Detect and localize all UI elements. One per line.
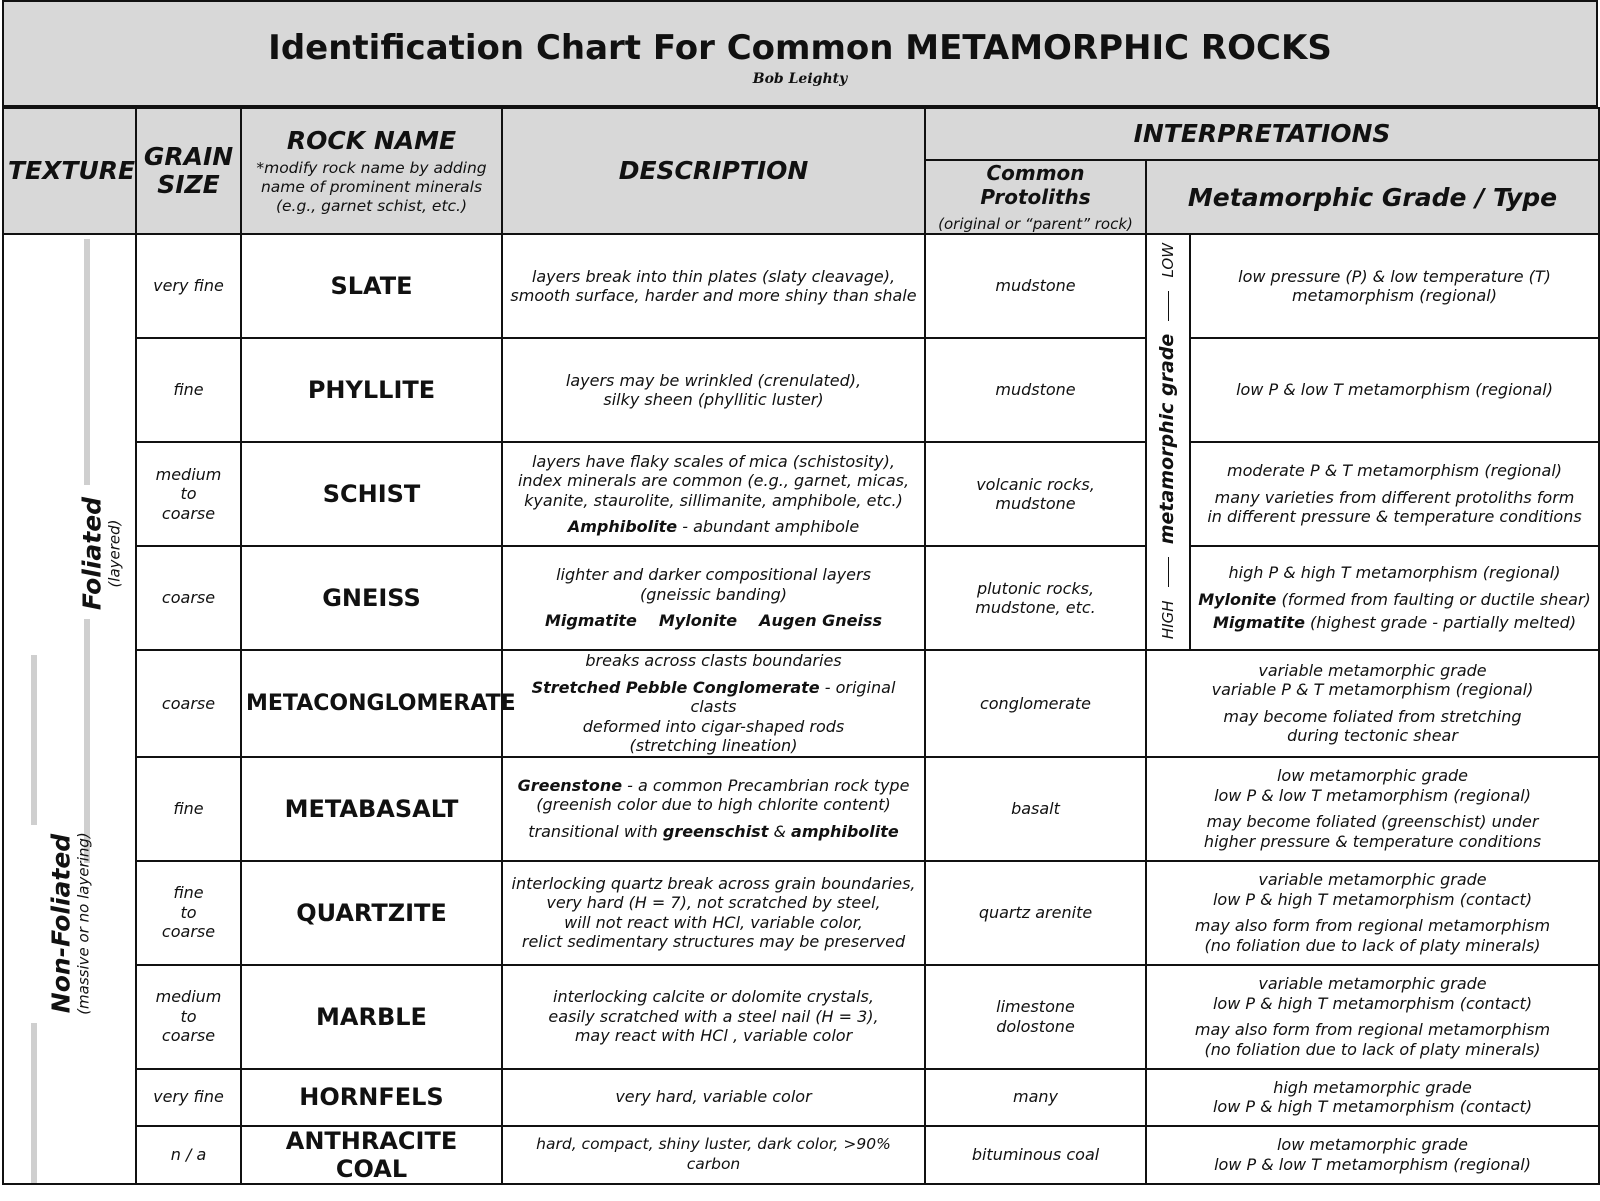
grade-line: may also form from regional metamorphism bbox=[1194, 1020, 1551, 1039]
description-line: deformed into cigar-shaped rods bbox=[582, 716, 845, 736]
header-description: DESCRIPTION bbox=[502, 108, 925, 234]
description-cell bbox=[502, 442, 925, 546]
rock-name-cell: SCHIST bbox=[241, 442, 502, 546]
protolith-cell: basalt bbox=[925, 757, 1146, 861]
description-line: interlocking calcite or dolomite crystals, bbox=[553, 987, 874, 1007]
grade-line: during tectonic shear bbox=[1287, 726, 1458, 746]
header-texture: TEXTURE bbox=[3, 108, 136, 234]
grade-line: (formed from faulting or ductile shear) bbox=[1276, 589, 1591, 609]
description-line: very hard (H = 7), not scratched by steel, bbox=[546, 893, 881, 912]
grain-line: to bbox=[180, 484, 197, 504]
grade-line: low metamorphic grade bbox=[1276, 766, 1469, 785]
header-grain-size bbox=[136, 108, 241, 234]
grade-line: low pressure (P) & low temperature (T) bbox=[1238, 266, 1551, 286]
table-row bbox=[3, 234, 1599, 338]
description-line: & bbox=[768, 821, 792, 841]
description-extra bbox=[507, 517, 920, 537]
author-byline: Bob Leighty bbox=[752, 71, 848, 87]
description-cell: hard, compact, shiny luster, dark color, >90% carbon bbox=[502, 1126, 925, 1184]
rock-name-cell: PHYLLITE bbox=[241, 338, 502, 442]
texture-foliated bbox=[79, 474, 124, 634]
table-row bbox=[3, 757, 1599, 861]
nonfoliated-bar-bottom bbox=[31, 1023, 37, 1183]
protolith-cell bbox=[925, 965, 1146, 1069]
rock-name-cell: HORNFELS bbox=[241, 1069, 502, 1126]
grade-paragraph bbox=[1195, 488, 1594, 527]
grade-type-cell bbox=[1146, 650, 1599, 757]
protolith-line: mudstone bbox=[995, 494, 1076, 513]
grade-line: (no foliation due to lack of platy minerals) bbox=[1204, 935, 1541, 955]
grade-paragraph bbox=[1151, 812, 1594, 851]
header-row-top bbox=[3, 108, 1599, 160]
description-line: silky sheen (phyllitic luster) bbox=[603, 390, 824, 409]
description-paragraph bbox=[507, 678, 920, 756]
grade-paragraph bbox=[1195, 613, 1594, 633]
grade-line: low metamorphic grade bbox=[1276, 1135, 1469, 1154]
grade-line: metamorphism (regional) bbox=[1292, 286, 1497, 305]
header-rock-name-note: *modify rock name by adding name of prominent minerals (e.g., garnet schist, etc.) bbox=[256, 158, 487, 215]
protolith-line: limestone bbox=[996, 997, 1075, 1016]
grain-size-cell: very fine bbox=[136, 1069, 241, 1126]
description-line: - a common Precambrian rock type bbox=[622, 775, 910, 795]
protolith-cell: mudstone bbox=[925, 234, 1146, 338]
grain-size-cell: very fine bbox=[136, 234, 241, 338]
header-protoliths-note: (original or “parent” rock) bbox=[938, 215, 1133, 233]
grain-line: to bbox=[180, 1006, 197, 1026]
grain-size-cell bbox=[136, 861, 241, 965]
grade-axis-dash bbox=[1168, 557, 1169, 587]
description-line: layers may be wrinkled (crenulated), bbox=[565, 370, 862, 390]
header-interpretations: INTERPRETATIONS bbox=[925, 108, 1599, 160]
protolith-cell: quartz arenite bbox=[925, 861, 1146, 965]
protolith-cell bbox=[925, 546, 1146, 650]
texture-column bbox=[3, 234, 136, 1184]
header-protoliths-label: Common Protoliths bbox=[980, 161, 1091, 209]
description-cell bbox=[502, 861, 925, 965]
variety-name: Augen Gneiss bbox=[759, 611, 883, 631]
grade-type-cell bbox=[1146, 965, 1599, 1069]
grain-line: coarse bbox=[161, 922, 216, 942]
table-row bbox=[3, 965, 1599, 1069]
rock-name-cell: GNEISS bbox=[241, 546, 502, 650]
grade-line: low P & high T metamorphism (contact) bbox=[1212, 993, 1533, 1013]
identification-table bbox=[2, 107, 1600, 1185]
protolith-line: mudstone, etc. bbox=[975, 598, 1096, 617]
header-rock-name bbox=[241, 108, 502, 234]
grain-line: coarse bbox=[161, 1026, 216, 1046]
grade-axis bbox=[1147, 235, 1189, 649]
protolith-cell: mudstone bbox=[925, 338, 1146, 442]
description-cell: very hard, variable color bbox=[502, 1069, 925, 1126]
grain-size-cell: coarse bbox=[136, 546, 241, 650]
description-line: easily scratched with a steel nail (H = 3), bbox=[548, 1006, 879, 1026]
grade-line: low P & high T metamorphism (contact) bbox=[1212, 1097, 1533, 1116]
rock-name-cell: METABASALT bbox=[241, 757, 502, 861]
grade-line: high metamorphic grade bbox=[1273, 1077, 1472, 1097]
grade-line: higher pressure & temperature conditions bbox=[1203, 831, 1542, 851]
grade-line: (no foliation due to lack of platy minerals) bbox=[1204, 1039, 1541, 1059]
header-grade-type: Metamorphic Grade / Type bbox=[1146, 160, 1599, 234]
variety-name: Mylonite bbox=[658, 611, 738, 631]
header-protoliths bbox=[925, 160, 1146, 234]
grade-type-cell bbox=[1190, 546, 1599, 650]
grade-axis-low: LOW bbox=[1159, 242, 1177, 278]
grade-type-cell bbox=[1146, 1069, 1599, 1126]
grain-size-cell: n / a bbox=[136, 1126, 241, 1184]
grade-paragraph bbox=[1151, 1020, 1594, 1059]
description-cell bbox=[502, 338, 925, 442]
description-line: (gneissic banding) bbox=[639, 584, 788, 604]
grain-line: to bbox=[180, 902, 197, 922]
grade-type-cell bbox=[1146, 1126, 1599, 1184]
grain-size-cell bbox=[136, 965, 241, 1069]
rock-name-cell: QUARTZITE bbox=[241, 861, 502, 965]
grain-size-cell: coarse bbox=[136, 650, 241, 757]
grade-line: moderate P & T metamorphism (regional) bbox=[1227, 461, 1563, 481]
foliated-bar-top bbox=[84, 239, 90, 485]
description-line: layers break into thin plates (slaty cleavage), bbox=[531, 266, 896, 286]
grade-type-cell: low P & low T metamorphism (regional) bbox=[1190, 338, 1599, 442]
grade-paragraph bbox=[1151, 916, 1594, 955]
description-line: will not react with HCl, variable color, bbox=[564, 912, 863, 932]
variety-name: Greenstone bbox=[517, 775, 623, 795]
page-title: Identification Chart For Common METAMORPHIC ROCKS bbox=[268, 28, 1332, 68]
rock-name-cell: MARBLE bbox=[241, 965, 502, 1069]
grain-size-cell: fine bbox=[136, 757, 241, 861]
grade-line: (highest grade - partially melted) bbox=[1304, 613, 1577, 633]
grain-line: fine bbox=[173, 883, 204, 903]
grain-size-cell bbox=[136, 442, 241, 546]
rock-name-cell: METACONGLOMERATE bbox=[241, 650, 502, 757]
table-row bbox=[3, 861, 1599, 965]
grade-axis-high: HIGH bbox=[1159, 600, 1177, 640]
protolith-cell bbox=[925, 442, 1146, 546]
grade-line: may also form from regional metamorphism bbox=[1194, 916, 1551, 935]
grade-type-cell bbox=[1146, 757, 1599, 861]
grade-axis-label bbox=[1156, 241, 1178, 641]
description-line: interlocking quartz break across grain boundaries, bbox=[511, 873, 916, 893]
grain-line: coarse bbox=[161, 503, 216, 523]
description-line: (greenish color due to high chlorite content) bbox=[536, 795, 891, 815]
variety-name: Mylonite bbox=[1198, 589, 1277, 609]
description-line: smooth surface, harder and more shiny than shale bbox=[510, 286, 917, 305]
title-box bbox=[2, 0, 1598, 107]
header-grain-line: GRAIN bbox=[143, 142, 234, 171]
header-size-line: SIZE bbox=[157, 170, 220, 199]
non-foliated-sub: (massive or no layering) bbox=[74, 832, 93, 1015]
protolith-cell: many bbox=[925, 1069, 1146, 1126]
description-line: relict sedimentary structures may be preserved bbox=[521, 932, 906, 951]
table-row bbox=[3, 442, 1599, 546]
grade-line: variable P & T metamorphism (regional) bbox=[1211, 680, 1534, 700]
grade-paragraph bbox=[1195, 590, 1594, 610]
description-line: may react with HCl , variable color bbox=[574, 1026, 853, 1046]
protolith-cell: bituminous coal bbox=[925, 1126, 1146, 1184]
description-paragraph bbox=[507, 822, 920, 842]
grade-line: in different pressure & temperature conditions bbox=[1207, 507, 1582, 527]
table-row bbox=[3, 1069, 1599, 1126]
description-cell bbox=[502, 546, 925, 650]
table-row bbox=[3, 338, 1599, 442]
header-rock-name-label: ROCK NAME bbox=[286, 125, 457, 155]
nonfoliated-bar-top bbox=[31, 655, 37, 825]
grade-line: may become foliated (greenschist) under bbox=[1206, 812, 1539, 831]
description-line: layers have flaky scales of mica (schistosity), bbox=[532, 451, 895, 471]
grain-size-cell: fine bbox=[136, 338, 241, 442]
description-cell bbox=[502, 650, 925, 757]
protolith-line: plutonic rocks, bbox=[976, 578, 1095, 598]
grade-line: variable metamorphic grade bbox=[1258, 974, 1487, 993]
description-line: transitional with bbox=[528, 821, 663, 841]
description-line: breaks across clasts boundaries bbox=[585, 651, 842, 670]
description-line: index minerals are common (e.g., garnet, micas, bbox=[517, 471, 910, 490]
variety-name: Stretched Pebble Conglomerate bbox=[531, 677, 820, 697]
grade-paragraph bbox=[1151, 707, 1594, 746]
rock-name-cell: ANTHRACITE COAL bbox=[241, 1126, 502, 1184]
description-cell bbox=[502, 965, 925, 1069]
variety-name: amphibolite bbox=[791, 821, 899, 841]
grade-axis-title: metamorphic grade bbox=[1156, 333, 1178, 545]
grade-line: low P & low T metamorphism (regional) bbox=[1214, 785, 1531, 805]
table-row bbox=[3, 1126, 1599, 1184]
variety-list bbox=[507, 611, 920, 631]
description-cell bbox=[502, 757, 925, 861]
grade-type-cell bbox=[1190, 234, 1599, 338]
description-line: - original clasts bbox=[690, 677, 896, 716]
grade-axis-dash bbox=[1168, 291, 1169, 321]
variety-name: greenschist bbox=[662, 821, 769, 841]
grade-axis-cell bbox=[1146, 234, 1190, 650]
table-row bbox=[3, 650, 1599, 757]
foliated-label: Foliated bbox=[77, 496, 107, 611]
grade-line: variable metamorphic grade bbox=[1258, 660, 1487, 680]
description-line: kyanite, staurolite, sillimanite, amphibole, etc.) bbox=[524, 490, 903, 510]
grain-line: medium bbox=[155, 987, 222, 1007]
grade-line: low P & high T metamorphism (contact) bbox=[1212, 889, 1533, 909]
foliated-sub: (layered) bbox=[105, 519, 124, 588]
non-foliated-label: Non-Foliated bbox=[46, 833, 76, 1014]
table-row bbox=[3, 546, 1599, 650]
variety-name: Amphibolite bbox=[567, 517, 678, 536]
variety-name: Migmatite bbox=[1212, 613, 1305, 633]
grade-line: low P & low T metamorphism (regional) bbox=[1214, 1154, 1531, 1174]
variety-name: Migmatite bbox=[544, 611, 637, 631]
grade-type-cell bbox=[1146, 861, 1599, 965]
rock-name-cell: SLATE bbox=[241, 234, 502, 338]
grade-line: variable metamorphic grade bbox=[1258, 870, 1487, 889]
texture-non-foliated bbox=[48, 804, 93, 1044]
grade-type-cell bbox=[1190, 442, 1599, 546]
grade-line: may become foliated from stretching bbox=[1223, 706, 1522, 726]
variety-note: - abundant amphibole bbox=[677, 517, 860, 536]
protolith-line: dolostone bbox=[996, 1016, 1075, 1036]
grain-line: medium bbox=[155, 464, 222, 484]
grade-line: many varieties from different protoliths form bbox=[1214, 487, 1575, 507]
protolith-line: volcanic rocks, bbox=[976, 474, 1095, 494]
description-line: lighter and darker compositional layers bbox=[556, 565, 871, 585]
grade-line: high P & high T metamorphism (regional) bbox=[1228, 563, 1561, 583]
description-line: (stretching lineation) bbox=[629, 736, 798, 755]
protolith-cell: conglomerate bbox=[925, 650, 1146, 757]
description-cell bbox=[502, 234, 925, 338]
